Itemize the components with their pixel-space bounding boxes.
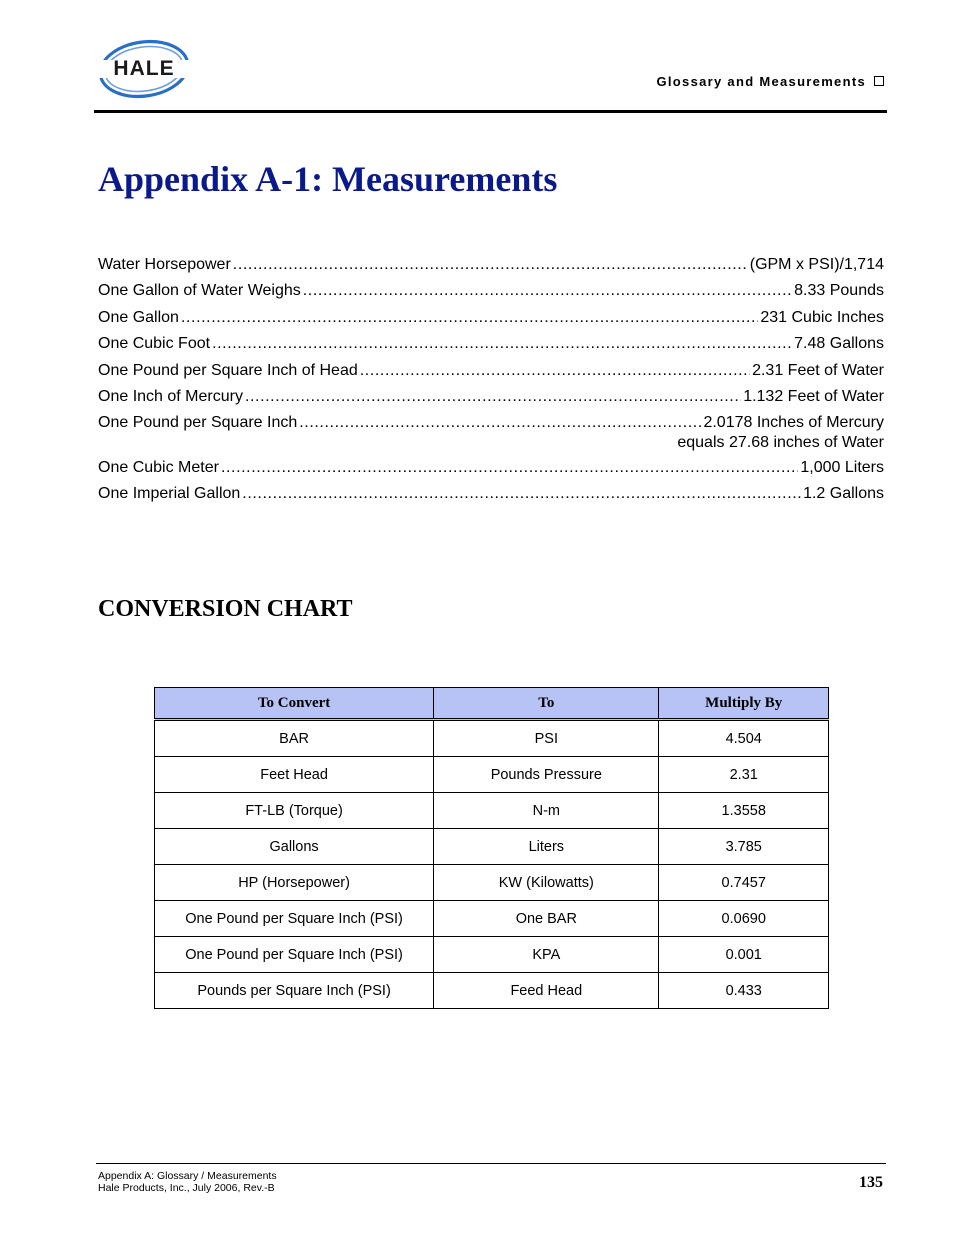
page-number: 135 [859, 1174, 883, 1191]
column-header-to-convert: To Convert [155, 688, 434, 720]
cell-multiply-by: 0.001 [659, 937, 829, 973]
cell-to: Pounds Pressure [434, 757, 659, 793]
table-row [155, 973, 829, 1009]
measurement-label: One Gallon [98, 308, 179, 326]
measurement-label: One Inch of Mercury [98, 387, 243, 405]
running-header-text: Glossary and Measurements [656, 74, 866, 89]
dot-leader [221, 455, 798, 481]
dot-leader [181, 305, 758, 331]
hale-logo-graphic [96, 38, 192, 100]
cell-to-convert: Feet Head [155, 757, 434, 793]
measurement-row [98, 331, 884, 357]
measurement-label: One Gallon of Water Weighs [98, 282, 301, 300]
measurement-value: 1.2 Gallons [803, 485, 884, 503]
cell-to: KW (Kilowatts) [434, 865, 659, 901]
conversion-table [154, 687, 829, 1009]
dot-leader [212, 331, 792, 357]
cell-to: Liters [434, 829, 659, 865]
square-bullet-icon [874, 76, 884, 86]
cell-multiply-by: 4.504 [659, 720, 829, 757]
cell-to-convert: Pounds per Square Inch (PSI) [155, 973, 434, 1009]
measurement-row [98, 481, 884, 507]
table-row [155, 720, 829, 757]
cell-to: KPA [434, 937, 659, 973]
measurement-value: 1.132 Feet of Water [743, 387, 884, 405]
measurement-row [98, 358, 884, 384]
table-row [155, 793, 829, 829]
cell-to-convert: One Pound per Square Inch (PSI) [155, 937, 434, 973]
measurement-value: 8.33 Pounds [794, 282, 884, 300]
cell-to: Feed Head [434, 973, 659, 1009]
dot-leader [360, 358, 750, 384]
cell-multiply-by: 0.433 [659, 973, 829, 1009]
measurement-row [98, 278, 884, 304]
cell-to: One BAR [434, 901, 659, 937]
cell-to-convert: One Pound per Square Inch (PSI) [155, 901, 434, 937]
cell-to: N-m [434, 793, 659, 829]
table-row [155, 829, 829, 865]
measurement-label: One Pound per Square Inch of Head [98, 361, 358, 379]
footer-line-1: Appendix A: Glossary / Measurements [98, 1170, 277, 1182]
measurement-row [98, 252, 884, 278]
cell-multiply-by: 2.31 [659, 757, 829, 793]
measurement-value: 2.31 Feet of Water [752, 361, 884, 379]
column-header-multiply-by: Multiply By [659, 688, 829, 720]
conversion-table-header-row [155, 688, 829, 720]
hale-logo [96, 38, 192, 100]
cell-to-convert: FT-LB (Torque) [155, 793, 434, 829]
conversion-table-body [155, 720, 829, 1009]
table-row [155, 937, 829, 973]
cell-multiply-by: 0.0690 [659, 901, 829, 937]
footer-line-2: Hale Products, Inc., July 2006, Rev.-B [98, 1182, 275, 1194]
measurement-value: 231 Cubic Inches [760, 308, 884, 326]
cell-multiply-by: 0.7457 [659, 865, 829, 901]
cell-to-convert: Gallons [155, 829, 434, 865]
dot-leader [303, 278, 792, 304]
dot-leader [245, 384, 741, 410]
dot-leader [242, 481, 801, 507]
measurement-value: 2.0178 Inches of Mercury [703, 414, 884, 432]
measurement-row [98, 455, 884, 481]
conversion-chart-heading: CONVERSION CHART [98, 596, 353, 622]
footer-rule [96, 1163, 886, 1164]
measurement-value: 7.48 Gallons [794, 335, 884, 353]
measurement-value-continuation: equals 27.68 inches of Water [677, 433, 884, 451]
footer-info [98, 1170, 277, 1194]
table-row [155, 901, 829, 937]
logo-text: HALE [113, 57, 175, 80]
measurement-label: Water Horsepower [98, 256, 231, 273]
cell-to-convert: BAR [155, 720, 434, 757]
measurement-label: One Pound per Square Inch [98, 414, 298, 432]
running-header [656, 74, 884, 89]
measurement-label: One Cubic Meter [98, 458, 219, 476]
measurement-value: (GPM x PSI)/1,714 [749, 256, 884, 273]
page-title: Appendix A-1: Measurements [98, 159, 558, 199]
cell-to: PSI [434, 720, 659, 757]
dot-leader [233, 252, 748, 278]
table-row [155, 757, 829, 793]
measurement-label: One Cubic Foot [98, 335, 211, 353]
table-row [155, 865, 829, 901]
measurement-row [98, 305, 884, 331]
measurements-list [98, 252, 884, 508]
cell-to-convert: HP (Horsepower) [155, 865, 434, 901]
header-rule [94, 110, 887, 113]
dot-leader [299, 410, 701, 436]
column-header-to: To [434, 688, 659, 720]
cell-multiply-by: 1.3558 [659, 793, 829, 829]
measurement-row [98, 384, 884, 410]
cell-multiply-by: 3.785 [659, 829, 829, 865]
measurement-label: One Imperial Gallon [98, 485, 241, 503]
measurement-value: 1,000 Liters [800, 458, 884, 476]
